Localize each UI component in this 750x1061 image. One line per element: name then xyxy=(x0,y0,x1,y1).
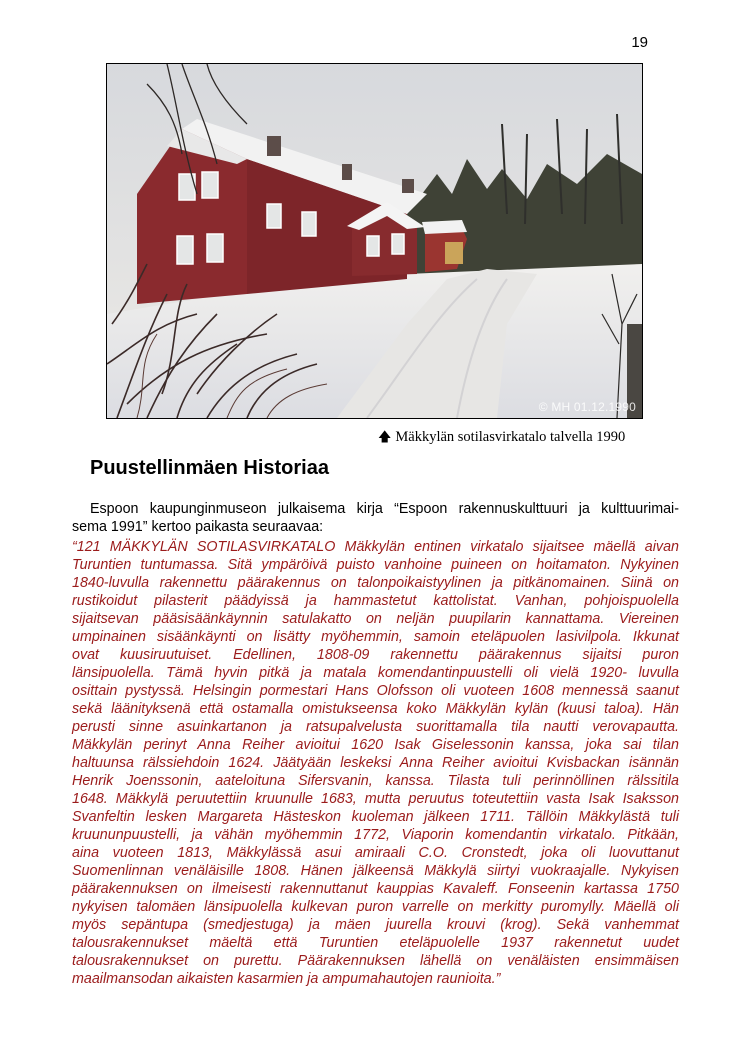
up-arrow-icon: 🡅 xyxy=(378,430,392,445)
quote-line: ovat kuusiruutuiset. Edellinen, 1808-09 rakennettu päärakennus sijaitsi puron xyxy=(72,647,679,663)
quote-line: rustikoidut pilasterit päädyissä ja hammastetut kattolistat. Vanhan, pohjoispuolella xyxy=(72,593,679,609)
quote-line: päärakennuksen on ilmeisesti rakennuttanut kauppias Kavaleff. Fonseenin kartassa 1750 xyxy=(72,881,679,897)
section-heading: Puustellinmäen Historiaa xyxy=(90,457,329,479)
quote-line: kruununpuustelli, ja vähän myöhemmin 1772, Viaporin komendantin virkatalo. Pitkään, xyxy=(72,827,679,843)
quote-line: Suomenlinnan venäläisille 1808. Hänen jälkeensä Mäkkylä siirtyi vuokraajalle. Nykyisen xyxy=(72,863,679,879)
quote-line: haltuunsa rälssiehdoin 1624. Jäätyään leskeksi Anna Reiher avioitui Kvisbackan isännän xyxy=(72,755,679,771)
quote-line: umpinainen sisäänkäynti on lisätty myöhemmin, samoin eteläpuolen lasivilpola. Ikkunat xyxy=(72,629,679,645)
quote-line: maailmansodan aikaisten kasarmien ja ampumahautojen raunioita.” xyxy=(72,971,501,987)
quote-line: aina vuoteen 1813, Mäkkylässä asui amiraali C.O. Cronstedt, joka oli luovuttanut xyxy=(72,845,679,861)
photo-copyright-watermark: © MH 01.12.1990 xyxy=(538,400,636,414)
quote-line: sijaitsevan pääsisäänkäynnin satulakatto on neljän puupilarin kannattama. Viereinen xyxy=(72,611,679,627)
quote-line: 1648. Mäkkylä peruutettiin kruunulle 1683, mutta peruutus toteutettiin vasta Isak Isaksson xyxy=(72,791,679,807)
photo-caption xyxy=(378,428,625,450)
quote-line: nykyisen talomäen länsipuolella kulkevan puron varrelle on merkitty puromylly. Mäellä oli xyxy=(72,899,679,915)
photo-caption-text: Mäkkylän sotilasvirkatalo talvella 1990 xyxy=(395,429,626,445)
winter-house-photo-illustration xyxy=(107,64,642,418)
quote-line: talousrakennukset on purettu. Päärakennuksen lähellä on venäläisten ensimmäisen xyxy=(72,953,679,969)
quote-line: Henrik Joenssonin, aateloituna Sifersvanin, kanssa. Tilasta tuli perinnöllinen rälssitila xyxy=(72,773,679,789)
quote-line: sekä läänityksenä että ostamalla omistukseensa koko Mäkkylän kylän (kuusi taloa). Hän xyxy=(72,701,679,717)
quote-line: myös sepäntupa (smedjestuga) ja mäen juurella krouvi (krog). Sekä vanhemmat xyxy=(72,917,679,933)
intro-line: Espoon kaupunginmuseon julkaisema kirja “Espoon rakennuskulttuuri ja kulttuurimai- xyxy=(90,501,679,517)
quote-line: “121 MÄKKYLÄN SOTILASVIRKATALO Mäkkylän entinen virkatalo sijaitsee mäellä aivan xyxy=(72,539,679,555)
quote-line: Svanfeltin lesken Margareta Hästeskon kuoleman jälkeen 1711. Tällöin Mäkkylästä tuli xyxy=(72,809,679,825)
house-photo xyxy=(106,63,643,419)
intro-paragraph xyxy=(72,500,679,536)
quote-line: länsipuolella. Tämä hyvin pitkä ja matala komendantinpuustelli oli vielä 1920- luvulla xyxy=(72,665,679,681)
page-number: 19 xyxy=(631,34,648,51)
quote-line: talousrakennukset mäeltä että Turuntien eteläpuolelle 1937 rakennetut uudet xyxy=(72,935,679,951)
quote-line: Turuntien tuntumassa. Sitä ympäröivä puisto vanhoine puineen on hoitamaton. Nykyinen xyxy=(72,557,679,573)
quote-line: 1840-luvulla rakennettu päärakennus on talonpoikaistyylinen ja pitkänomainen. Siinä on xyxy=(72,575,679,591)
intro-line: sema 1991” kertoo paikasta seuraavaa: xyxy=(72,519,324,535)
quote-line: osittain pystyssä. Helsingin pormestari Hans Olofsson oli vuoteen 1608 mennessä saanut xyxy=(72,683,679,699)
quote-line: Mäkkylän perinyt Anna Reiher avioitui 1620 Isak Giselessonin kanssa, joka sai tilan xyxy=(72,737,679,753)
quote-line: perusti sinne asuinkartanon ja ratsupalvelusta suorittamalla tila nautti verovapautta. xyxy=(72,719,679,735)
quote-paragraph xyxy=(72,538,679,988)
